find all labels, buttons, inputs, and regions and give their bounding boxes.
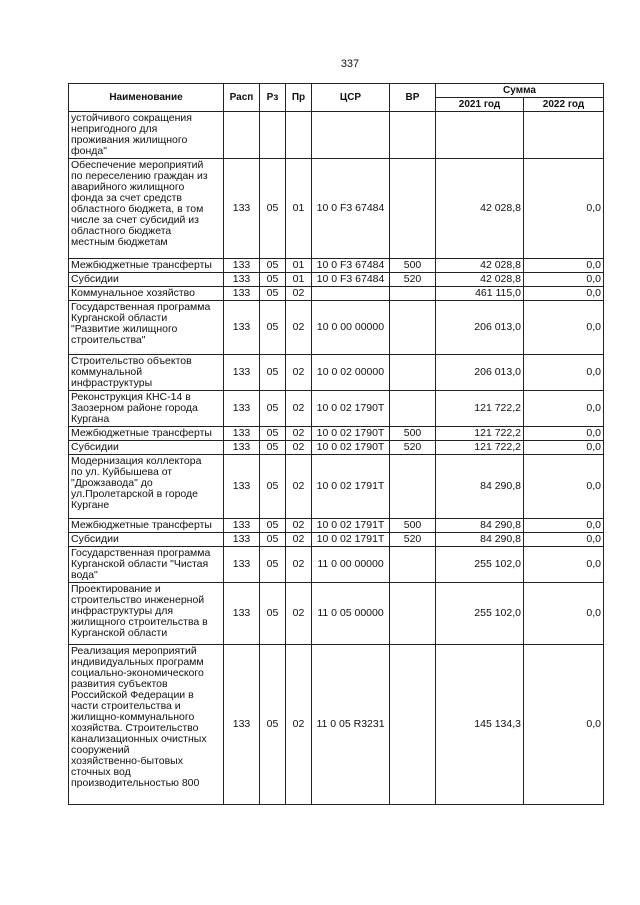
row-csr: 10 0 F3 67484 — [312, 273, 390, 287]
row-vr — [390, 583, 436, 645]
row-sum-2021: 121 722,2 — [436, 391, 524, 427]
row-sum-2021: 461 115,0 — [436, 287, 524, 301]
table-row — [69, 441, 604, 455]
row-pr — [286, 112, 312, 159]
table-row — [69, 455, 604, 519]
row-sum-2021: 84 290,8 — [436, 519, 524, 533]
row-vr — [390, 645, 436, 805]
row-rz: 05 — [260, 583, 286, 645]
budget-table — [68, 83, 604, 805]
row-rz: 05 — [260, 287, 286, 301]
row-rasp: 133 — [224, 355, 260, 391]
table-row — [69, 427, 604, 441]
row-vr: 520 — [390, 441, 436, 455]
row-vr: 520 — [390, 533, 436, 547]
row-rasp: 133 — [224, 427, 260, 441]
row-rasp: 133 — [224, 441, 260, 455]
row-csr: 10 0 02 1791Т — [312, 519, 390, 533]
table-row — [69, 355, 604, 391]
row-sum-2021: 255 102,0 — [436, 547, 524, 583]
row-vr — [390, 287, 436, 301]
row-rasp: 133 — [224, 533, 260, 547]
row-sum-2022: 0,0 — [524, 159, 604, 259]
row-sum-2021: 84 290,8 — [436, 533, 524, 547]
row-name: Межбюджетные трансферты — [69, 259, 224, 273]
row-csr: 11 0 00 00000 — [312, 547, 390, 583]
header-pr: Пр — [286, 84, 312, 112]
row-sum-2021: 206 013,0 — [436, 355, 524, 391]
row-vr — [390, 112, 436, 159]
row-sum-2022: 0,0 — [524, 645, 604, 805]
row-pr: 02 — [286, 391, 312, 427]
row-sum-2022 — [524, 112, 604, 159]
row-rz: 05 — [260, 391, 286, 427]
row-rz — [260, 112, 286, 159]
row-name: Проектирование и строительство инженерной инфраструктуры для жилищного строительства в Курганской области — [69, 583, 224, 645]
row-rasp: 133 — [224, 455, 260, 519]
row-name: Коммунальное хозяйство — [69, 287, 224, 301]
row-vr — [390, 355, 436, 391]
page-number: 337 — [340, 58, 360, 70]
row-pr: 02 — [286, 533, 312, 547]
row-vr: 520 — [390, 273, 436, 287]
row-rz: 05 — [260, 519, 286, 533]
row-rz: 05 — [260, 259, 286, 273]
row-vr — [390, 391, 436, 427]
table-row — [69, 273, 604, 287]
row-vr — [390, 455, 436, 519]
row-rasp: 133 — [224, 645, 260, 805]
row-pr: 02 — [286, 355, 312, 391]
row-vr — [390, 159, 436, 259]
header-2021: 2021 год — [436, 98, 524, 112]
row-sum-2021 — [436, 112, 524, 159]
row-name: Государственная программа Курганской области "Развитие жилищного строительства" — [69, 301, 224, 355]
header-rz: Рз — [260, 84, 286, 112]
row-rz: 05 — [260, 301, 286, 355]
table-row — [69, 159, 604, 259]
row-rz: 05 — [260, 159, 286, 259]
row-csr: 10 0 02 00000 — [312, 355, 390, 391]
row-rasp: 133 — [224, 159, 260, 259]
row-name: Строительство объектов коммунальной инфраструктуры — [69, 355, 224, 391]
row-pr: 02 — [286, 583, 312, 645]
header-2022: 2022 год — [524, 98, 604, 112]
row-pr: 02 — [286, 519, 312, 533]
row-name: Субсидии — [69, 533, 224, 547]
row-vr: 500 — [390, 427, 436, 441]
row-name: Государственная программа Курганской области "Чистая вода" — [69, 547, 224, 583]
row-sum-2022: 0,0 — [524, 355, 604, 391]
row-pr: 01 — [286, 159, 312, 259]
row-pr: 02 — [286, 441, 312, 455]
row-pr: 02 — [286, 455, 312, 519]
row-csr: 10 0 F3 67484 — [312, 259, 390, 273]
table-row — [69, 645, 604, 805]
row-name: Реализация мероприятий индивидуальных программ социально-экономического развития субъектов Российской Федерации в части строительства и жилищно-коммунального хозяйства. Строительство канализационных очистных сооружений хозяйственно-бытовых сточных вод производительностью 800 — [69, 645, 224, 805]
row-rasp: 133 — [224, 547, 260, 583]
row-sum-2022: 0,0 — [524, 455, 604, 519]
row-sum-2022: 0,0 — [524, 583, 604, 645]
row-sum-2022: 0,0 — [524, 427, 604, 441]
row-rasp: 133 — [224, 259, 260, 273]
row-rasp: 133 — [224, 273, 260, 287]
table-row — [69, 391, 604, 427]
row-pr: 02 — [286, 301, 312, 355]
row-sum-2021: 145 134,3 — [436, 645, 524, 805]
row-sum-2022: 0,0 — [524, 391, 604, 427]
row-sum-2022: 0,0 — [524, 441, 604, 455]
row-csr: 10 0 00 00000 — [312, 301, 390, 355]
row-csr: 10 0 02 1790Т — [312, 441, 390, 455]
row-rasp: 133 — [224, 583, 260, 645]
row-rz: 05 — [260, 645, 286, 805]
row-name: Субсидии — [69, 441, 224, 455]
header-sum: Сумма — [436, 84, 604, 98]
row-rasp — [224, 112, 260, 159]
row-sum-2021: 84 290,8 — [436, 455, 524, 519]
table-row — [69, 259, 604, 273]
row-csr — [312, 112, 390, 159]
row-csr: 10 0 02 1791Т — [312, 455, 390, 519]
row-sum-2021: 121 722,2 — [436, 441, 524, 455]
row-rz: 05 — [260, 273, 286, 287]
header-name: Наименование — [69, 84, 224, 112]
row-name: устойчивого сокращения непригодного для проживания жилищного фонда" — [69, 112, 224, 159]
row-name: Реконструкция КНС-14 в Заозерном районе города Кургана — [69, 391, 224, 427]
table-row — [69, 287, 604, 301]
table-row — [69, 533, 604, 547]
row-rz: 05 — [260, 441, 286, 455]
table-row — [69, 112, 604, 159]
table-row — [69, 583, 604, 645]
row-vr — [390, 301, 436, 355]
row-pr: 02 — [286, 287, 312, 301]
row-csr — [312, 287, 390, 301]
row-csr: 10 0 02 1790Т — [312, 391, 390, 427]
row-rasp: 133 — [224, 519, 260, 533]
row-csr: 10 0 02 1790Т — [312, 427, 390, 441]
row-sum-2021: 42 028,8 — [436, 259, 524, 273]
row-name: Межбюджетные трансферты — [69, 427, 224, 441]
row-pr: 02 — [286, 645, 312, 805]
row-name: Субсидии — [69, 273, 224, 287]
row-vr: 500 — [390, 519, 436, 533]
row-rz: 05 — [260, 533, 286, 547]
row-csr: 10 0 02 1791Т — [312, 533, 390, 547]
header-csr: ЦСР — [312, 84, 390, 112]
row-csr: 11 0 05 R3231 — [312, 645, 390, 805]
row-sum-2021: 255 102,0 — [436, 583, 524, 645]
row-vr: 500 — [390, 259, 436, 273]
row-rasp: 133 — [224, 287, 260, 301]
row-sum-2022: 0,0 — [524, 301, 604, 355]
row-name: Модернизация коллектора по ул. Куйбышева от "Дрожзавода" до ул.Пролетарской в городе Кургане — [69, 455, 224, 519]
row-csr: 11 0 05 00000 — [312, 583, 390, 645]
header-rasp: Расп — [224, 84, 260, 112]
row-rz: 05 — [260, 355, 286, 391]
row-name: Межбюджетные трансферты — [69, 519, 224, 533]
row-sum-2021: 206 013,0 — [436, 301, 524, 355]
row-sum-2021: 42 028,8 — [436, 273, 524, 287]
row-rasp: 133 — [224, 301, 260, 355]
row-vr — [390, 547, 436, 583]
row-sum-2022: 0,0 — [524, 273, 604, 287]
row-sum-2021: 121 722,2 — [436, 427, 524, 441]
table-row — [69, 547, 604, 583]
row-rasp: 133 — [224, 391, 260, 427]
row-rz: 05 — [260, 427, 286, 441]
row-sum-2022: 0,0 — [524, 547, 604, 583]
row-pr: 02 — [286, 547, 312, 583]
row-rz: 05 — [260, 455, 286, 519]
table-row — [69, 519, 604, 533]
row-pr: 01 — [286, 259, 312, 273]
row-sum-2021: 42 028,8 — [436, 159, 524, 259]
row-csr: 10 0 F3 67484 — [312, 159, 390, 259]
row-sum-2022: 0,0 — [524, 287, 604, 301]
row-name: Обеспечение мероприятий по переселению граждан из аварийного жилищного фонда за счет средств областного бюджета, в том числе за счет субсидий из областного бюджета местным бюджетам — [69, 159, 224, 259]
row-sum-2022: 0,0 — [524, 519, 604, 533]
row-rz: 05 — [260, 547, 286, 583]
row-sum-2022: 0,0 — [524, 533, 604, 547]
table-row — [69, 301, 604, 355]
row-sum-2022: 0,0 — [524, 259, 604, 273]
row-pr: 02 — [286, 427, 312, 441]
row-pr: 01 — [286, 273, 312, 287]
header-vr: ВР — [390, 84, 436, 112]
